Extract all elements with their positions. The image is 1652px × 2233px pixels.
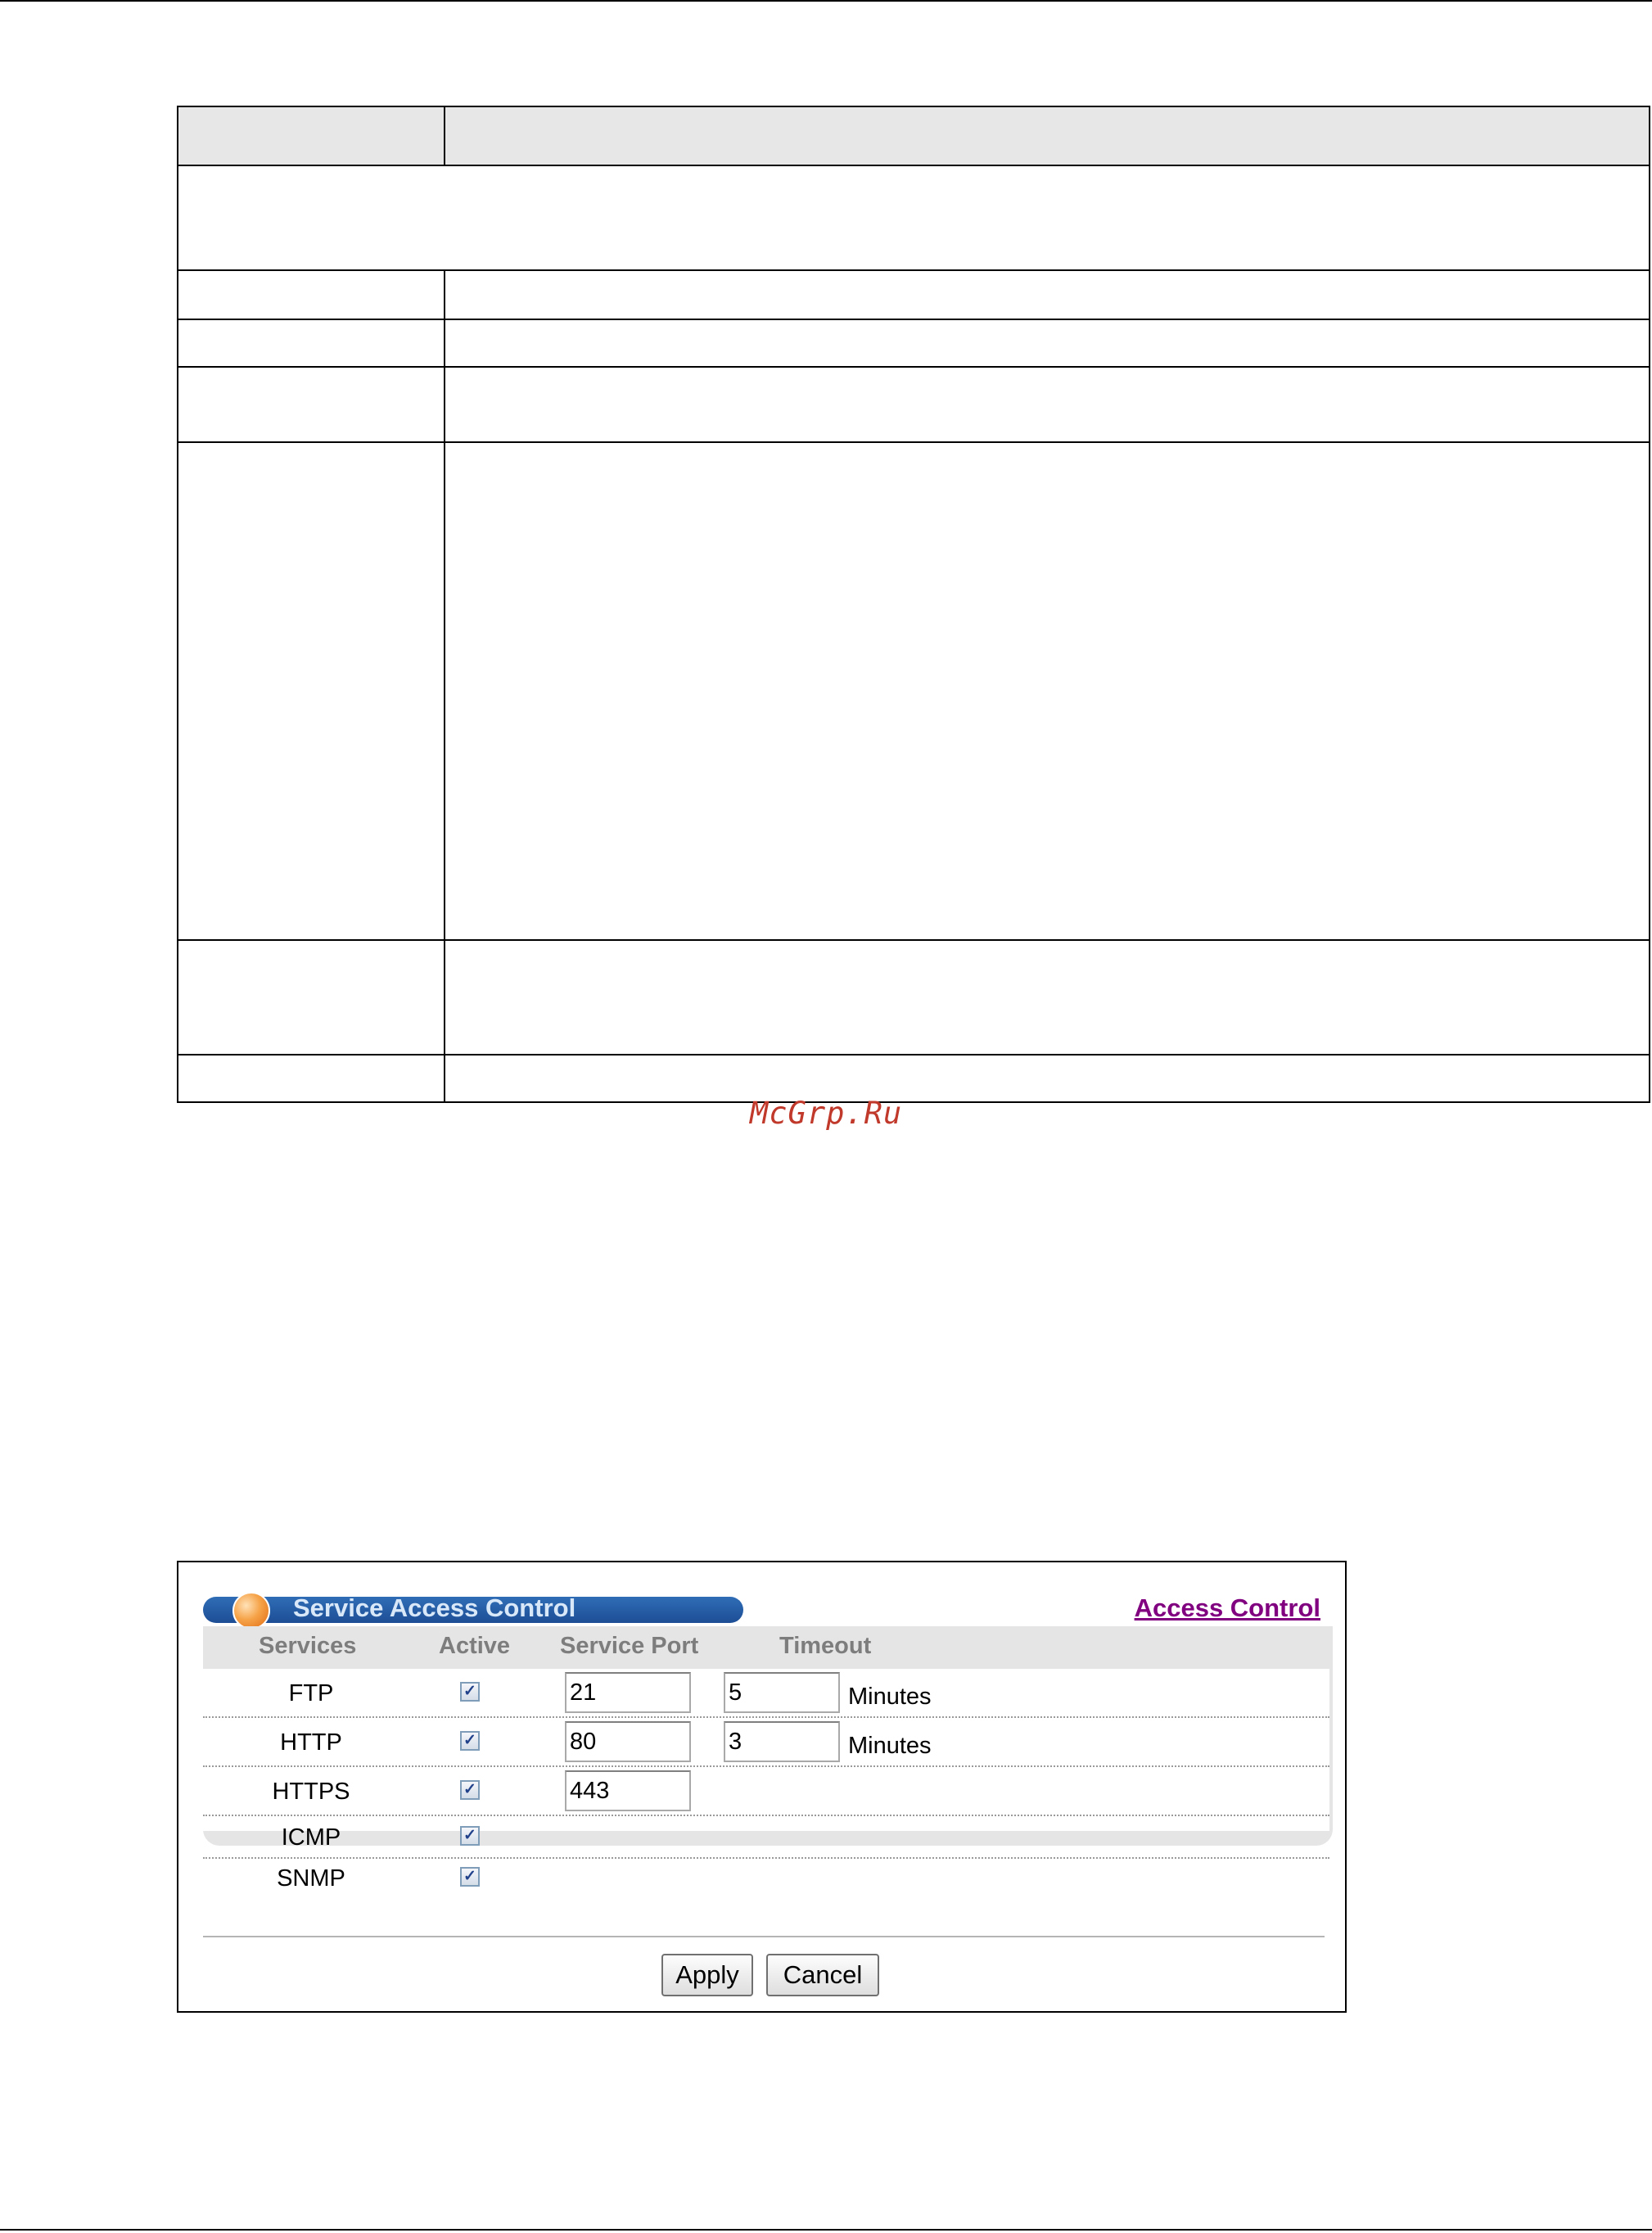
table-row bbox=[178, 367, 1650, 442]
column-header-timeout: Timeout bbox=[779, 1633, 872, 1659]
table-row bbox=[178, 1055, 1650, 1102]
manual-table bbox=[177, 106, 1650, 1103]
service-name: SNMP bbox=[277, 1865, 345, 1892]
checkmark-icon: ✓ bbox=[463, 1827, 476, 1844]
page-bottom-rule bbox=[0, 2229, 1652, 2231]
timeout-input-ftp[interactable] bbox=[724, 1672, 840, 1713]
active-checkbox-ftp[interactable] bbox=[460, 1682, 480, 1702]
service-name: HTTPS bbox=[272, 1779, 350, 1805]
page-top-rule bbox=[0, 0, 1652, 2]
column-header-active: Active bbox=[439, 1633, 511, 1659]
cancel-button[interactable]: Cancel bbox=[766, 1954, 879, 1996]
table-row bbox=[178, 270, 1650, 319]
active-checkbox-icmp[interactable] bbox=[460, 1826, 480, 1846]
checkmark-icon: ✓ bbox=[463, 1683, 476, 1700]
service-port-input-http[interactable] bbox=[565, 1721, 691, 1762]
service-row-https bbox=[203, 1767, 1329, 1816]
checkmark-icon: ✓ bbox=[463, 1781, 476, 1798]
column-header-services: Services bbox=[259, 1633, 357, 1659]
service-port-input-https[interactable] bbox=[565, 1770, 691, 1811]
table-row bbox=[178, 442, 1650, 940]
active-checkbox-snmp[interactable] bbox=[460, 1867, 480, 1887]
active-checkbox-https[interactable] bbox=[460, 1780, 480, 1800]
service-row-icmp bbox=[203, 1816, 1329, 1859]
timeout-unit: Minutes bbox=[848, 1733, 932, 1759]
checkmark-icon: ✓ bbox=[463, 1732, 476, 1749]
table-header-row bbox=[178, 106, 1650, 165]
service-name: ICMP bbox=[281, 1824, 341, 1851]
active-checkbox-http[interactable] bbox=[460, 1731, 480, 1751]
watermark: McGrp.Ru bbox=[750, 1096, 903, 1131]
timeout-input-http[interactable] bbox=[724, 1721, 840, 1762]
service-access-control-panel bbox=[177, 1561, 1347, 2013]
orb-icon bbox=[232, 1592, 270, 1630]
apply-button[interactable]: Apply bbox=[661, 1954, 753, 1996]
service-name: FTP bbox=[288, 1680, 334, 1706]
service-row-http bbox=[203, 1718, 1329, 1767]
divider bbox=[203, 1936, 1325, 1937]
service-row-snmp bbox=[203, 1859, 1329, 1898]
service-port-input-ftp[interactable] bbox=[565, 1672, 691, 1713]
timeout-unit: Minutes bbox=[848, 1684, 932, 1710]
table-row bbox=[178, 940, 1650, 1055]
access-control-link[interactable]: Access Control bbox=[1134, 1593, 1320, 1622]
table-row bbox=[178, 165, 1650, 270]
column-header-service-port: Service Port bbox=[560, 1633, 699, 1659]
table-row bbox=[178, 319, 1650, 367]
service-name: HTTP bbox=[280, 1729, 342, 1756]
checkmark-icon: ✓ bbox=[463, 1868, 476, 1885]
panel-title: Service Access Control bbox=[293, 1593, 576, 1622]
service-row-ftp bbox=[203, 1669, 1329, 1718]
